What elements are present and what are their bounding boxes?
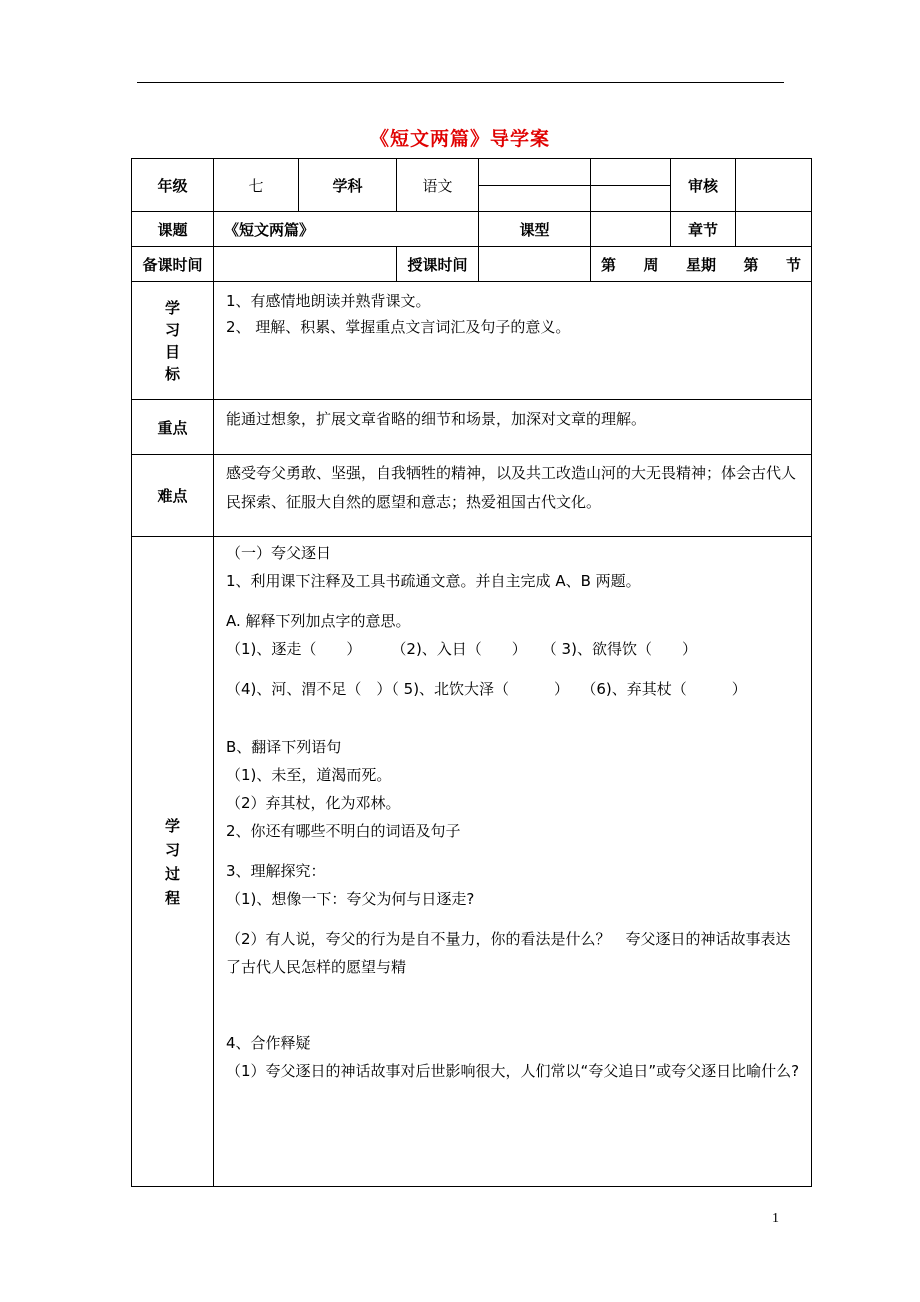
question-2: 2、你还有哪些不明白的词语及句子 [226, 822, 461, 840]
schedule-period: 节 [785, 255, 801, 274]
difficulty-label: 难点 [132, 455, 214, 537]
header-rule [137, 82, 784, 83]
schedule-week-prefix: 第 [601, 255, 617, 274]
part-a-row-2: （4)、河、渭不足（ ）（ 5)、北饮大泽（ ） （6)、弃其杖（ ） [226, 680, 747, 698]
process-label: 学 习 过 程 [132, 537, 214, 1187]
schedule-cell [591, 247, 812, 282]
difficulty-text: 感受夸父勇敢、坚强，自我牺牲的精神，以及共工改造山河的大无畏精神；体会古代人民探索、征服大自然的愿望和意志；热爱祖国古代文化。 [214, 455, 812, 537]
part-b-item-1: （1)、未至，道渴而死。 [226, 766, 392, 784]
chapter-value [736, 212, 812, 247]
question-3-2: （2）有人说，夸父的行为是自不量力，你的看法是什么？ 夸父逐日的神话故事表达了古代人民怎样的愿望与精 [226, 930, 791, 976]
topic-label: 课题 [132, 212, 214, 247]
blank-cell-1 [479, 159, 591, 212]
question-4-1: （1）夸父逐日的神话故事对后世影响很大，人们常以“夸父追日”或夸父逐日比喻什么? [226, 1062, 800, 1080]
part-b-item-2: （2）弃其杖，化为邓林。 [226, 794, 401, 812]
key-point-label: 重点 [132, 400, 214, 455]
question-3-1: （1)、想像一下：夸父为何与日逐走? [226, 890, 475, 908]
schedule-period-prefix: 第 [743, 255, 759, 274]
objectives-label: 学 习 目 标 [132, 282, 214, 400]
teach-time-label: 授课时间 [397, 247, 479, 282]
question-3: 3、理解探究： [226, 862, 326, 880]
part-b-heading: B、翻译下列语句 [226, 738, 342, 756]
objective-item: 2、 理解、积累、掌握重点文言词汇及句子的意义。 [226, 318, 571, 336]
question-1: 1、利用课下注释及工具书疏通文意。并自主完成 A、B 两题。 [226, 572, 641, 590]
subject-value: 语文 [397, 159, 479, 212]
part-a-row-1: （1)、逐走（ ） （2)、入日（ ） （ 3)、欲得饮（ ） [226, 640, 697, 658]
part-a-heading: A. 解释下列加点字的意思。 [226, 612, 411, 630]
page-number: 1 [772, 1211, 779, 1226]
prep-time-label: 备课时间 [132, 247, 214, 282]
section-title: （一）夸父逐日 [226, 544, 332, 562]
blank-cell-2 [591, 159, 671, 212]
type-value [591, 212, 671, 247]
topic-value: 《短文两篇》 [214, 212, 479, 247]
review-label: 审核 [671, 159, 736, 212]
process-content [214, 537, 812, 1187]
type-label: 课型 [479, 212, 591, 247]
schedule-week: 周 [643, 255, 659, 274]
teach-time-value [479, 247, 591, 282]
objective-item: 1、有感情地朗读并熟背课文。 [226, 292, 431, 310]
chapter-label: 章节 [671, 212, 736, 247]
prep-time-value [214, 247, 397, 282]
schedule-weekday: 星期 [685, 255, 716, 274]
review-value [736, 159, 812, 212]
document-title: 《短文两篇》导学案 [369, 128, 550, 150]
grade-label: 年级 [132, 159, 214, 212]
question-4: 4、合作释疑 [226, 1034, 311, 1052]
lesson-plan-table [131, 158, 812, 1187]
objectives-content [214, 282, 812, 400]
key-point-text: 能通过想象，扩展文章省略的细节和场景，加深对文章的理解。 [214, 400, 812, 455]
subject-label: 学科 [299, 159, 397, 212]
grade-value: 七 [214, 159, 299, 212]
